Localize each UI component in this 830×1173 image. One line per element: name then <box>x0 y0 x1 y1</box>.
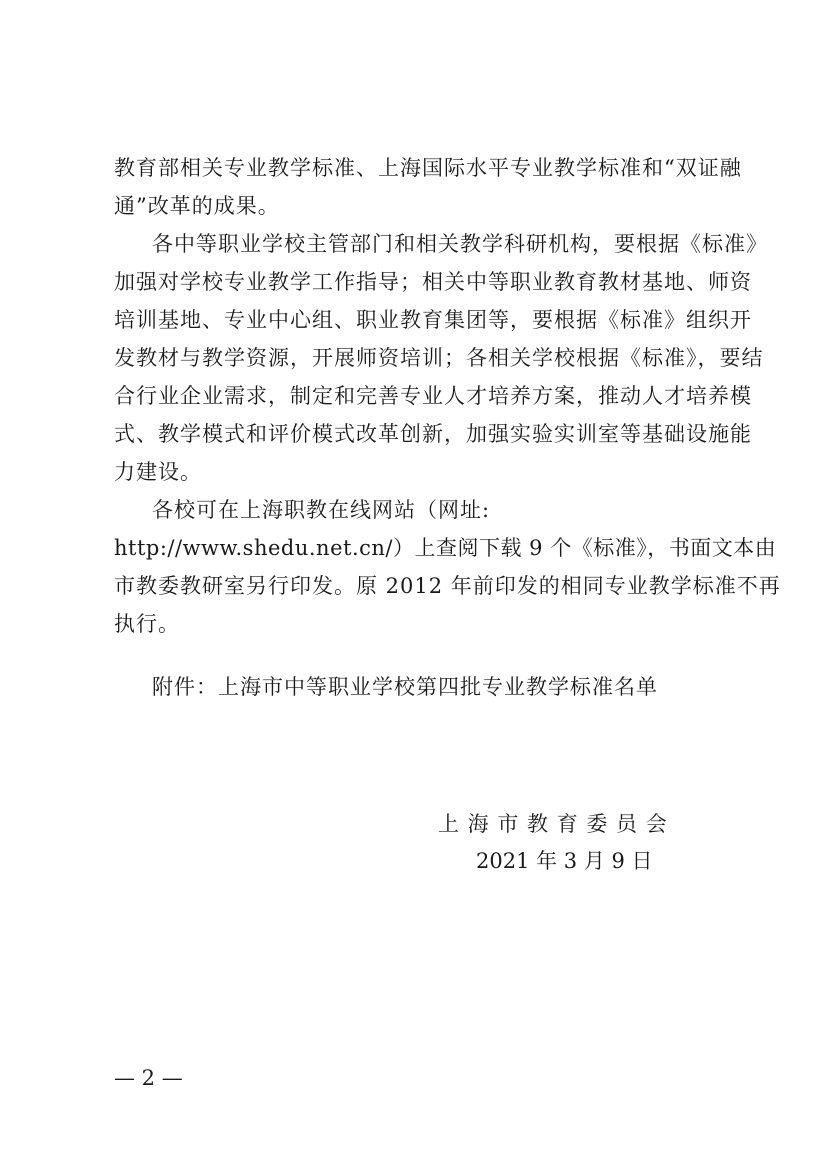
text-line: 加强对学校专业教学工作指导；相关中等职业教育教材基地、师资 <box>114 270 752 294</box>
text-line: 各中等职业学校主管部门和相关教学科研机构，要根据《标准》 <box>152 232 768 256</box>
text-line: 合行业企业需求，制定和完善专业人才培养方案，推动人才培养模 <box>114 384 752 408</box>
signature-organization: 上 海 市 教 育 委 员 会 <box>438 812 668 836</box>
text-line: 发教材与教学资源，开展师资培训；各相关学校根据《标准》，要结 <box>114 346 764 370</box>
text-line: 式、教学模式和评价模式改革创新，加强实验实训室等基础设施能 <box>114 422 752 446</box>
text-line: 通”改革的成果。 <box>114 194 280 218</box>
signature-date: 2021 年 3 月 9 日 <box>476 849 653 873</box>
text-line-url: http://www.shedu.net.cn/）上查阅下载 9 个《标准》，书面文本由 <box>114 536 777 560</box>
text-line: 各校可在上海职教在线网站（网址: <box>152 498 491 522</box>
text-line: 市教委教研室另行印发。原 2012 年前印发的相同专业教学标准不再 <box>114 574 781 598</box>
text-line: 执行。 <box>114 612 180 636</box>
attachment-note: 附件：上海市中等职业学校第四批专业教学标准名单 <box>152 675 658 699</box>
text-line: 培训基地、专业中心组、职业教育集团等，要根据《标准》组织开 <box>114 308 752 332</box>
page-number: — 2 — <box>114 1066 183 1090</box>
text-line: 教育部相关专业教学标准、上海国际水平专业教学标准和“双证融 <box>114 156 742 180</box>
text-line: 力建设。 <box>114 460 202 484</box>
